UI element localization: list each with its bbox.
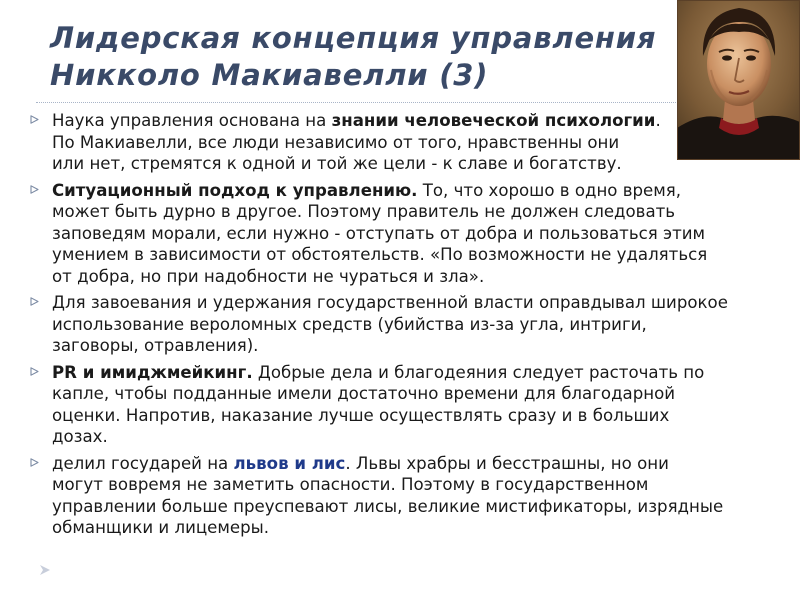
arrow-bullet-icon	[30, 115, 39, 124]
slide-title-line-2: Никколо Макиавелли (3)	[50, 58, 489, 92]
arrow-bullet-icon	[30, 458, 39, 467]
bullet-line	[52, 362, 780, 384]
slide-title-line-1: Лидерская концепция управления	[50, 21, 657, 55]
bullet-line	[52, 383, 780, 405]
arrow-bullet-icon	[30, 185, 39, 194]
text-run: По Макиавелли, все люди независимо от того, нравственны они	[52, 132, 620, 152]
bullet-line	[52, 153, 780, 175]
text-run: умением в зависимости от обстоятельств. «По возможности не удаляться	[52, 245, 708, 264]
text-run: управлении больше преуспевают лисы, великие мистификаторы, изрядные	[52, 496, 724, 516]
bold-phrase: PR и имиджмейкинг.	[52, 362, 253, 382]
bullet-line	[52, 244, 780, 266]
bullet-line	[52, 201, 780, 223]
slide-title	[50, 20, 690, 94]
text-run: заповедям морали, если нужно - отступать от добра и пользоваться этим	[52, 223, 706, 243]
arrow-bullet-icon	[30, 297, 39, 306]
text-run: использование вероломных средств (убийства из-за угла, интриги,	[52, 314, 647, 334]
bullet-line	[52, 335, 780, 357]
bullet-item	[28, 362, 780, 448]
text-run: заговоры, отравления).	[52, 336, 259, 355]
bullet-line	[52, 496, 780, 518]
bullet-line	[52, 426, 780, 448]
bullet-line	[52, 474, 780, 496]
title-divider	[36, 102, 700, 103]
text-run: .	[655, 111, 661, 130]
bullet-item	[28, 292, 780, 357]
arrow-bullet-icon	[30, 367, 39, 376]
bullet-item	[28, 110, 780, 175]
portrait-drawing	[677, 0, 800, 160]
portrait-image	[677, 0, 800, 160]
bold-phrase: Ситуационный подход к управлению.	[52, 180, 418, 200]
text-run: или нет, стремятся к одной и той же цели - к славе и богатству.	[52, 154, 622, 173]
slide-nav-arrow-icon[interactable]	[38, 563, 52, 577]
text-run: могут вовремя не заметить опасности. Поэтому в государственном	[52, 475, 649, 494]
text-run: обманщики и лицемеры.	[52, 518, 270, 537]
text-run: от добра, но при надобности не чураться и зла».	[52, 266, 485, 286]
bullet-line	[52, 314, 780, 336]
text-run: То, что хорошо в одно время,	[417, 180, 682, 200]
bullet-line	[52, 405, 780, 427]
text-run: может быть дурно в другое. Поэтому правитель не должен следовать	[52, 202, 676, 221]
bullet-list	[28, 110, 780, 544]
bullet-item	[28, 180, 780, 288]
text-run: дозах.	[52, 427, 108, 446]
accent-phrase: львов и лис	[233, 453, 346, 473]
text-run: капле, чтобы подданные имели достаточно времени для благодарной	[52, 384, 676, 403]
text-run: Для завоевания и удержания государственной власти оправдывал широкое	[52, 293, 728, 312]
text-run: делил государей на	[52, 453, 234, 473]
bullet-line	[52, 110, 780, 132]
text-run: . Львы храбры и бесстрашны, но они	[345, 453, 669, 473]
bullet-line	[52, 266, 780, 288]
bullet-line	[52, 223, 780, 245]
bullet-line	[52, 132, 780, 154]
text-run: Добрые дела и благодеяния следует расточать по	[252, 362, 705, 382]
bullet-line	[52, 453, 780, 475]
text-run: Наука управления основана на	[52, 111, 332, 130]
bullet-line	[52, 292, 780, 314]
bullet-item	[28, 453, 780, 539]
bullet-line	[52, 517, 780, 539]
bold-phrase: знании человеческой психологии	[331, 111, 656, 130]
bullet-line	[52, 180, 780, 202]
text-run: оценки. Напротив, наказание лучше осуществлять сразу и в больших	[52, 405, 670, 425]
